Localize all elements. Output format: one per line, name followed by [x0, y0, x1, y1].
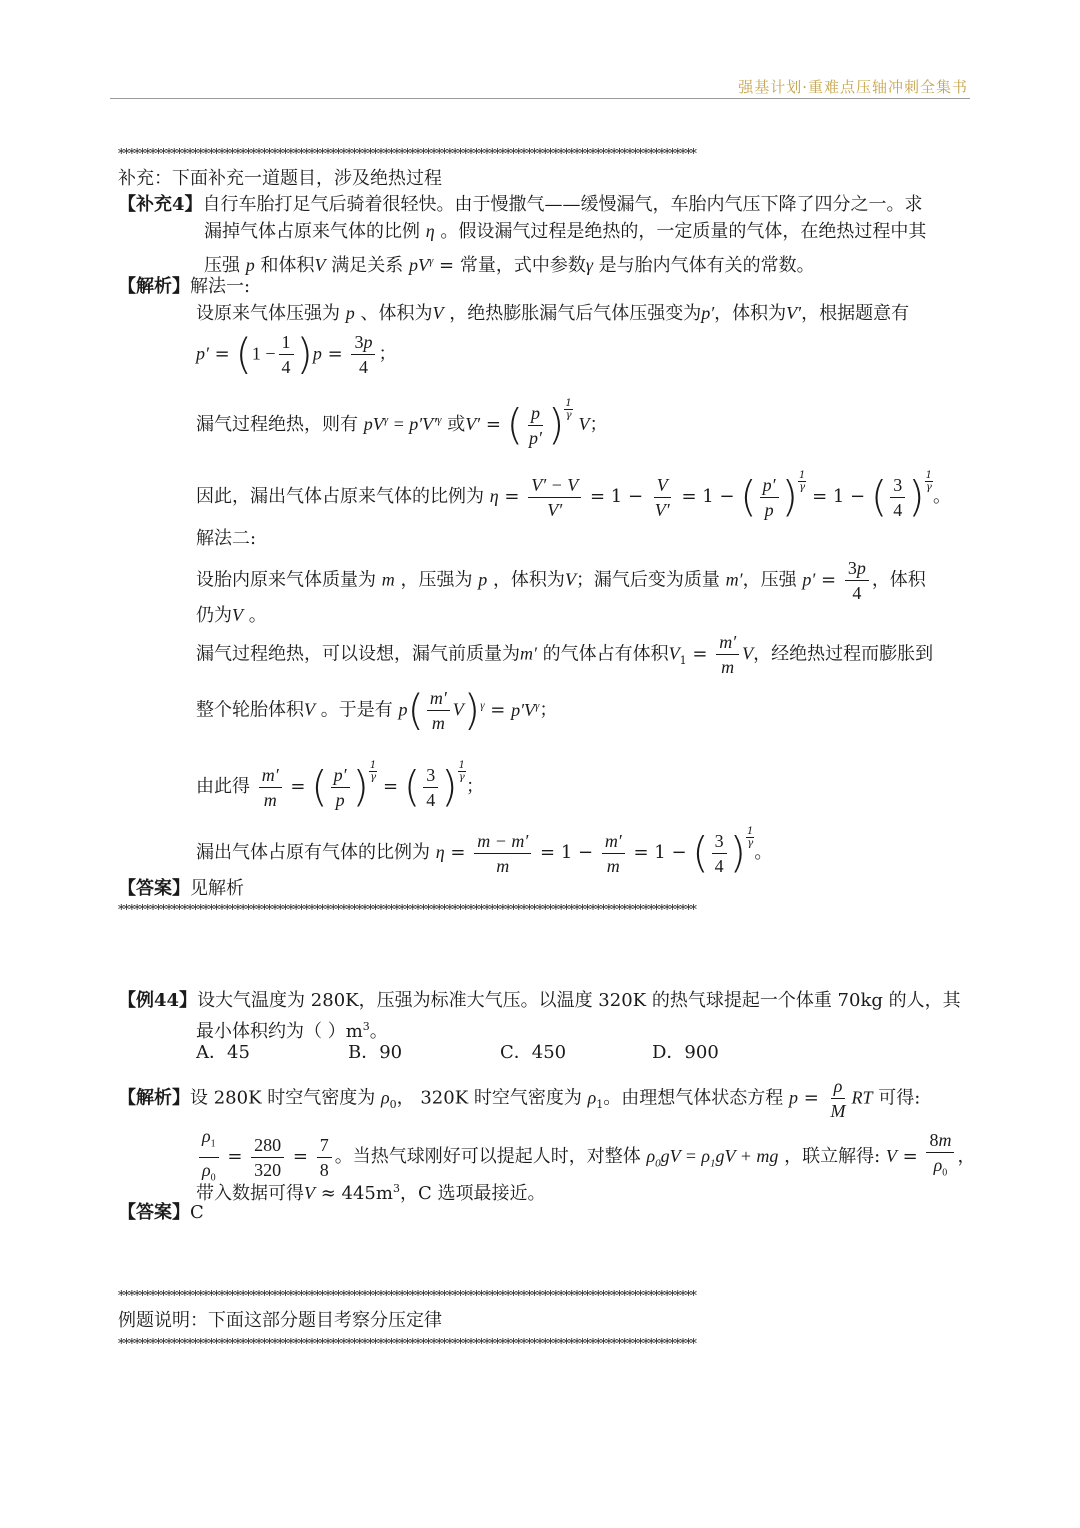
method1-eq3: 因此，漏出气体占原来气体的比例为 η = $\frac{V' - V}{V'}$ = 1 − $\frac{V}{V'}$ = 1 − ( $\frac{p'}{p}$ ) $\frac{1}{\gamma}$ = 1 − ( $\frac{3}{4}$ ) $\frac{1}{\gamma}$ 。: [196, 470, 952, 521]
solution-heading: 【解析】解法一:: [118, 276, 251, 297]
supplement-question-line1: 【补充4】自行车胎打足气后骑着很轻快。由于慢撒气——缓慢漏气，车胎内气压下降了四分之一。求: [118, 194, 923, 215]
supplement-answer: 【答案】见解析: [118, 878, 244, 899]
example44-solution-line1: 【解析】设 280K 时空气密度为 $\rho_0$， 320K 时空气密度为 $\rho_1$。由理想气体状态方程 p = $\frac{\rho}{M}$ RT 可得:: [118, 1076, 921, 1121]
option-d: D．900: [652, 1042, 719, 1063]
separator: *************************************************************************************************************: [118, 904, 696, 918]
method2-line4: 整个轮胎体积V 。于是有 p( $\frac{m'}{m}$ $V)^\gamma = p'V^\gamma$；: [196, 685, 558, 735]
example44-line2: 最小体积约为（ ）$m^3$。: [196, 1020, 388, 1042]
example44-options: [196, 1040, 719, 1066]
method1-eq2: 漏气过程绝热，则有 $pV^\gamma = p'V'^\gamma$ 或V′ = ( $\frac{p}{p'}$ ) $\frac{1}{\gamma}$ V；: [196, 398, 608, 449]
example44-solution-line3: 带入数据可得$V \approx 445m^3$，C 选项最接近。: [196, 1182, 546, 1204]
method1-line1: 设原来气体压强为 p 、体积为V ，绝热膨胀漏气后气体压强变为p′，体积为V′，根据题意有: [196, 303, 910, 324]
section-note: 例题说明：下面这部分题目考察分压定律: [118, 1310, 442, 1331]
separator: *************************************************************************************************************: [118, 1338, 696, 1352]
example44-answer: 【答案】C: [118, 1202, 204, 1223]
option-c: C．450: [500, 1042, 567, 1063]
method1-eq1: p′ = (1 − $\frac{1}{4}$ )p = $\frac{3p}{4}$ ；: [196, 329, 397, 379]
method2-line2: 仍为V 。: [196, 605, 267, 626]
method2-line5: 由此得 $\frac{m'}{m}$ = ( $\frac{p'}{p}$ ) $\frac{1}{\gamma}$ = ( $\frac{3}{4}$ ) $\frac{1}{\gamma}$ ；: [196, 760, 484, 811]
supplement-question-line2: 漏掉气体占原来气体的比例 η 。假设漏气过程是绝热的，一定质量的气体，在绝热过程中其: [204, 221, 927, 242]
method2-line3: 漏气过程绝热，可以设想，漏气前质量为m′ 的气体占有体积$V_1$ = $\frac{m'}{m}$ V，经绝热过程而膨胀到: [196, 632, 934, 677]
example44-solution-line2: $\frac{\rho_1}{\rho_0}$ = $\frac{280}{320}$ = $\frac{7}{8}$ 。当热气球刚好可以提起人时，对整体 $\rho_0gV = \rho_1gV$ + mg ，联立解得: V = $\frac{8m}{\rho_0}$ ，: [196, 1124, 975, 1190]
method2-line1: 设胎内原来气体质量为 m ，压强为 p ，体积为V；漏气后变为质量 m′，压强 p′ = $\frac{3p}{4}$ ，体积: [196, 558, 926, 603]
option-b: B．90: [348, 1042, 403, 1063]
option-a: A．45: [196, 1042, 250, 1063]
method2-line6: 漏出气体占原有气体的比例为 η = $\frac{m - m'}{m}$ = 1 − $\frac{m'}{m}$ = 1 − ( $\frac{3}{4}$ ) $\frac{1}{\gamma}$ 。: [196, 826, 773, 877]
supplement-intro: 补充：下面补充一道题目，涉及绝热过程: [118, 168, 442, 189]
separator: *************************************************************************************************************: [118, 148, 696, 162]
supplement-tag: 【补充4】: [118, 194, 203, 215]
running-header: 强基计划·重难点压轴冲刺全集书: [738, 78, 968, 96]
supplement-question-line3: 压强 p 和体积V 满足关系 $pV^\gamma$ = 常量，式中参数γ 是与胎内气体有关的常数。: [204, 255, 815, 276]
separator: *************************************************************************************************************: [118, 1290, 696, 1304]
example44-line1: 【例44】设大气温度为 280K，压强为标准大气压。以温度 320K 的热气球提起一个体重 70kg 的人，其: [118, 990, 961, 1011]
method2-title: 解法二:: [196, 528, 257, 549]
header-rule: [110, 98, 970, 99]
